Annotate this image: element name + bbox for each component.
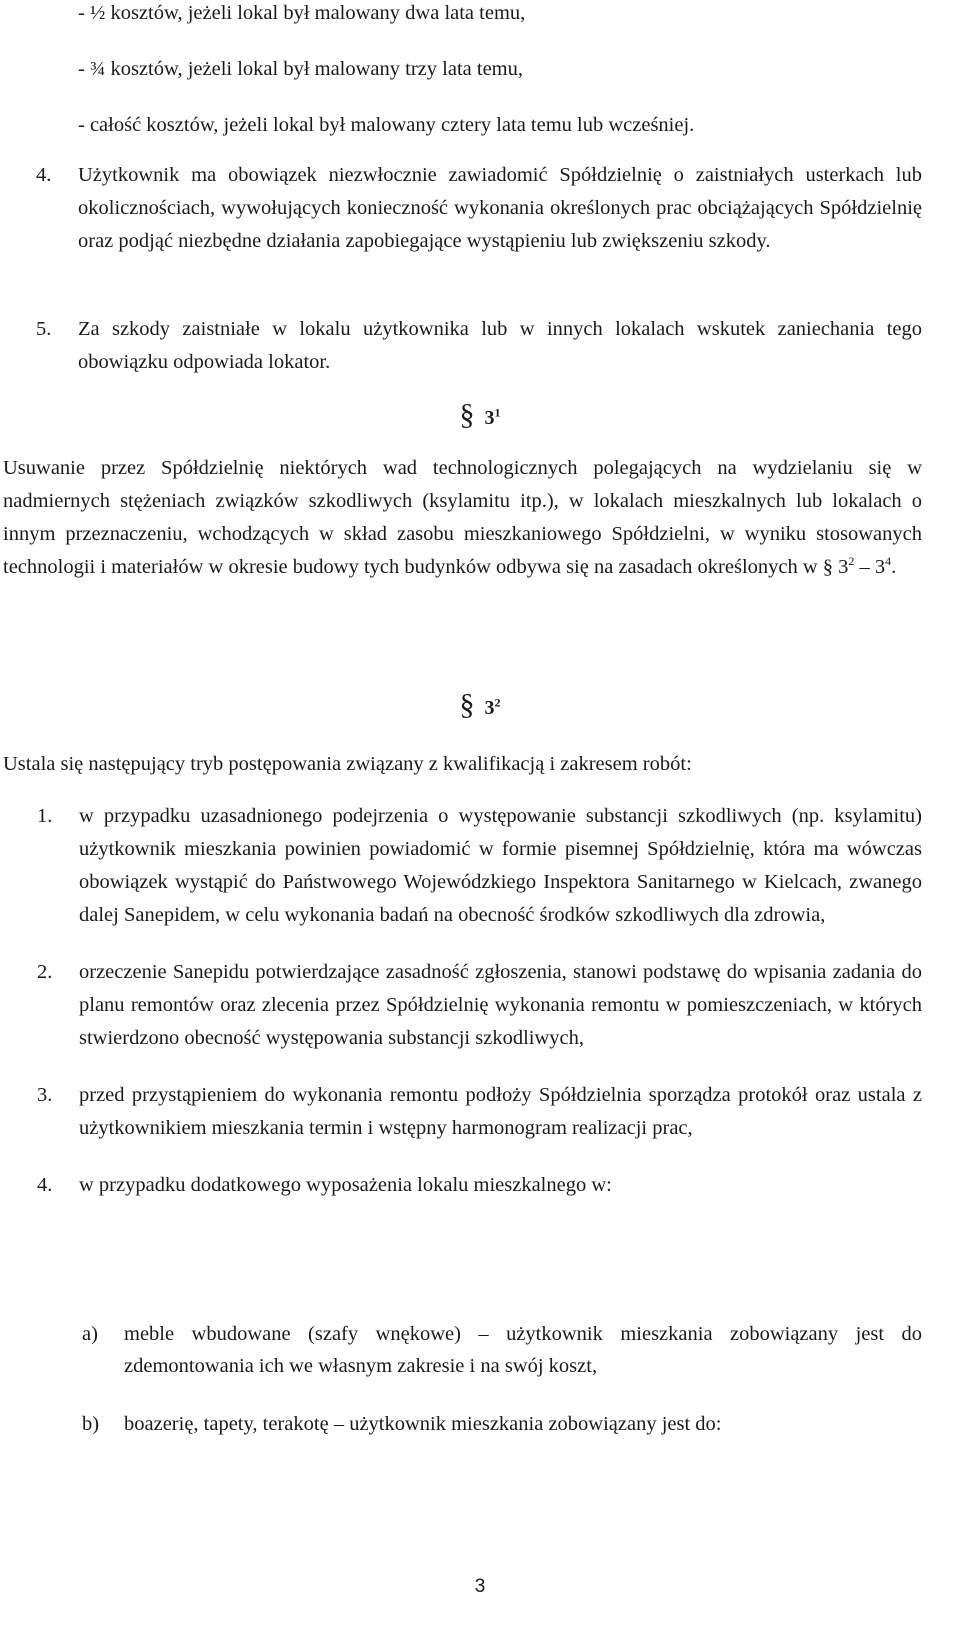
item-text: przed przystąpieniem do wykonania remontu podłoży Spółdzielnia sporządza protokół oraz ustala z użytkownikiem mieszkania termin i wstępny harmonogram realizacji prac, [79,1084,922,1139]
reference-start-sup: 2 [848,554,855,569]
reference-end-sup: 4 [885,554,892,569]
equipment-sublist [82,1318,922,1440]
sub-item-text: meble wbudowane (szafy wnękowe) – użytkownik mieszkania zobowiązany jest do zdemontowania ich we własnym zakresie i na swój koszt, [124,1323,922,1377]
section-number: 3 [484,407,495,429]
section-sign: § [459,688,475,721]
item-number: 1. [37,805,53,827]
procedure-item-4 [37,1169,922,1202]
paragraph-text: Usuwanie przez Spółdzielnię niektórych wad technologicznych polegających na wydzielaniu się w nadmiernych stężeniach związków szkodliwych (ksylamitu itp.), w lokalach mieszkalnych lub lokalach o innym przeznaczeniu, wchodzących w skład zasobu mieszkaniowego Spółdzielni, w wyniku stosowanych technologii i materiałów w okresie budowy tych budynków odbywa się na zasadach określonych w [3,457,922,578]
item-number: 4. [37,1174,53,1196]
reference-start: 3 [838,556,849,578]
section-number: 3 [484,697,495,719]
reference-dash: – [859,556,870,578]
reference-section-sign: § [822,556,834,578]
item-number: 2. [37,961,53,983]
list-item-5 [36,313,922,379]
list-item-4 [36,159,922,258]
sub-item-a [82,1318,922,1382]
item-text: orzeczenie Sanepidu potwierdzające zasadność zgłoszenia, stanowi podstawę do wpisania zadania do planu remontów oraz zlecenia przez Spółdzielnię wykonania remontu w pomieszczeniach, w których stwierdzono obecność występowania substancji szkodliwych, [79,961,922,1049]
sub-item-b [82,1408,922,1440]
section-3-1-paragraph [3,452,922,584]
sub-item-letter: a) [82,1323,98,1345]
section-heading-3-1 [0,398,960,432]
section-heading-3-2 [0,688,960,722]
reference-end: 3 [874,556,886,578]
sub-item-letter: b) [82,1413,100,1435]
sub-item-text: boazerię, tapety, terakotę – użytkownik mieszkania zobowiązany jest do: [124,1413,722,1435]
item-text: Użytkownik ma obowiązek niezwłocznie zawiadomić Spółdzielnię o zaistniałych usterkach lub okolicznościach, wywołujących konieczność wykonania określonych prac obciążających Spółdzielnię oraz podjąć niezbędne działania zapobiegające wystąpieniu lub zwiększeniu szkody. [78,164,922,252]
section-sign: § [459,398,475,431]
section-superscript: 1 [494,405,501,420]
item-text: w przypadku dodatkowego wyposażenia lokalu mieszkalnego w: [79,1174,612,1196]
item-text: Za szkody zaistniałe w lokalu użytkownika lub w innych lokalach wskutek zaniechania tego obowiązku odpowiada lokator. [78,318,922,373]
item-text: w przypadku uzasadnionego podejrzenia o występowanie substancji szkodliwych (np. ksylamitu) użytkownik mieszkania powinien powiadomić w formie pisemnej Spółdzielnię, która ma wówczas obowiązek wystąpić do Państwowego Wojewódzkiego Inspektora Sanitarnego w Kielcach, zwanego dalej Sanepidem, w celu wykonania badań na obecność środków szkodliwych dla zdrowia, [79,805,922,926]
procedure-list [37,800,922,1202]
cost-line-full: - całość kosztów, jeżeli lokal był malowany cztery lata temu lub wcześniej. [78,114,695,136]
procedure-item-3 [37,1079,922,1145]
page-number: 3 [474,1576,486,1597]
item-number: 3. [37,1084,53,1106]
item-number: 5. [36,318,52,340]
cost-line-three-quarters: - ¾ kosztów, jeżeli lokal był malowany trzy lata temu, [78,58,523,80]
item-number: 4. [36,164,52,186]
section-superscript: 2 [494,695,501,710]
procedure-item-1 [37,800,922,932]
procedure-item-2 [37,956,922,1055]
cost-line-half: - ½ kosztów, jeżeli lokal był malowany dwa lata temu, [78,2,526,24]
section-3-2-intro: Ustala się następujący tryb postępowania związany z kwalifikacją i zakresem robót: [3,753,692,775]
reference-period: . [891,556,897,578]
